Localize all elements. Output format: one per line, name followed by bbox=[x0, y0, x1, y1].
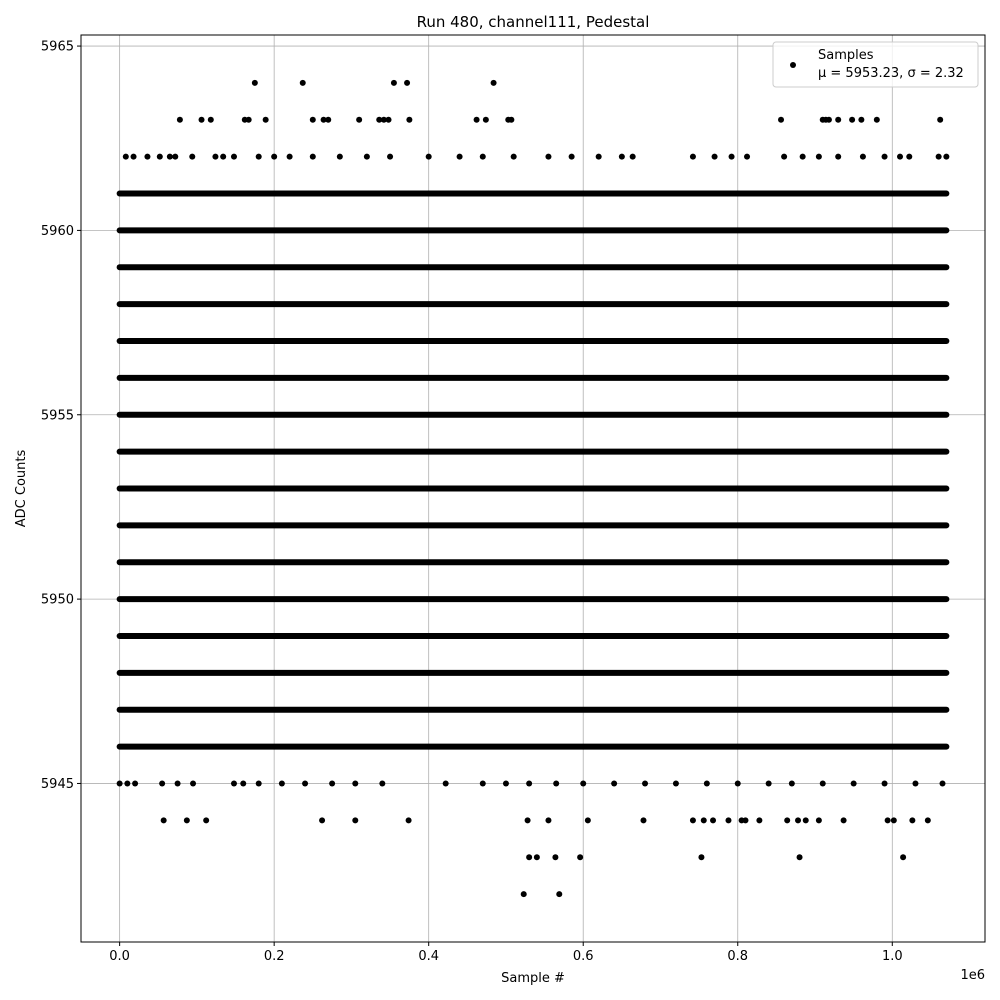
sample-point bbox=[577, 854, 583, 860]
x-tick-label: 1.0 bbox=[881, 949, 903, 964]
sample-point bbox=[936, 154, 942, 160]
sample-point bbox=[511, 154, 517, 160]
sample-point bbox=[778, 117, 784, 123]
sample-point bbox=[860, 154, 866, 160]
sample-point bbox=[175, 780, 181, 786]
sample-point bbox=[246, 117, 252, 123]
sample-point bbox=[352, 817, 358, 823]
y-tick-label: 5955 bbox=[40, 408, 74, 424]
sample-point bbox=[882, 154, 888, 160]
sample-point bbox=[937, 117, 943, 123]
sample-point bbox=[673, 780, 679, 786]
sample-point bbox=[231, 154, 237, 160]
x-tick-label: 0.8 bbox=[727, 949, 749, 964]
sample-point bbox=[725, 817, 731, 823]
sample-point bbox=[364, 154, 370, 160]
sample-point bbox=[491, 80, 497, 86]
sample-point bbox=[271, 154, 277, 160]
sample-point bbox=[279, 780, 285, 786]
sample-point bbox=[525, 817, 531, 823]
sample-point bbox=[925, 817, 931, 823]
y-tick-label: 5945 bbox=[40, 776, 74, 792]
sample-point bbox=[352, 780, 358, 786]
sample-point bbox=[849, 117, 855, 123]
sample-point bbox=[172, 154, 178, 160]
sample-point bbox=[300, 80, 306, 86]
sample-point bbox=[826, 117, 832, 123]
sample-point bbox=[231, 780, 237, 786]
sample-point bbox=[729, 154, 735, 160]
legend bbox=[773, 42, 978, 87]
sample-point bbox=[882, 780, 888, 786]
sample-point bbox=[766, 780, 772, 786]
sample-point bbox=[885, 817, 891, 823]
sample-point bbox=[735, 780, 741, 786]
sample-point bbox=[874, 117, 880, 123]
x-tick-label: 0.2 bbox=[263, 949, 285, 964]
x-tick-label: 0.6 bbox=[572, 949, 594, 964]
x-tick-label: 0.4 bbox=[418, 949, 440, 964]
sample-point bbox=[545, 154, 551, 160]
sample-point bbox=[480, 780, 486, 786]
y-axis-label: ADC Counts bbox=[14, 449, 29, 528]
sample-point bbox=[319, 817, 325, 823]
sample-point bbox=[220, 154, 226, 160]
sample-point bbox=[190, 780, 196, 786]
legend-series-name: Samples bbox=[818, 48, 874, 63]
sample-point bbox=[851, 780, 857, 786]
y-tick-label: 5960 bbox=[40, 223, 74, 239]
sample-point bbox=[386, 117, 392, 123]
x-tick-label: 0.0 bbox=[109, 949, 130, 964]
sample-point bbox=[177, 117, 183, 123]
sample-point bbox=[940, 780, 946, 786]
sample-point bbox=[132, 780, 138, 786]
sample-point bbox=[208, 117, 214, 123]
sample-point bbox=[189, 154, 195, 160]
sample-point bbox=[144, 154, 150, 160]
sample-point bbox=[406, 117, 412, 123]
sample-point bbox=[287, 154, 293, 160]
sample-point bbox=[897, 154, 903, 160]
sample-point bbox=[406, 817, 412, 823]
sample-point bbox=[252, 80, 258, 86]
sample-point bbox=[157, 154, 163, 160]
sample-point bbox=[457, 154, 463, 160]
sample-point bbox=[619, 154, 625, 160]
sample-point bbox=[710, 817, 716, 823]
sample-point bbox=[909, 817, 915, 823]
sample-point bbox=[526, 780, 532, 786]
sample-point bbox=[123, 154, 129, 160]
sample-point bbox=[404, 80, 410, 86]
sample-point bbox=[820, 780, 826, 786]
sample-point bbox=[642, 780, 648, 786]
sample-point bbox=[803, 817, 809, 823]
sample-point bbox=[167, 154, 173, 160]
sample-point bbox=[379, 780, 385, 786]
x-axis-label: Sample # bbox=[501, 971, 565, 986]
sample-point bbox=[912, 780, 918, 786]
legend-series-stats: μ = 5953.23, σ = 2.32 bbox=[818, 66, 964, 81]
sample-point bbox=[325, 117, 331, 123]
sample-point bbox=[526, 854, 532, 860]
sample-point bbox=[690, 154, 696, 160]
sample-point bbox=[835, 117, 841, 123]
sample-point bbox=[474, 117, 480, 123]
sample-point bbox=[800, 154, 806, 160]
sample-point bbox=[698, 854, 704, 860]
sample-point bbox=[816, 154, 822, 160]
sample-point bbox=[704, 780, 710, 786]
sample-point bbox=[906, 154, 912, 160]
sample-point bbox=[630, 154, 636, 160]
sample-point bbox=[256, 780, 262, 786]
sample-point bbox=[742, 817, 748, 823]
sample-point bbox=[545, 817, 551, 823]
sample-point bbox=[263, 117, 269, 123]
sample-point bbox=[184, 817, 190, 823]
sample-point bbox=[391, 80, 397, 86]
sample-point bbox=[302, 780, 308, 786]
sample-point bbox=[508, 117, 514, 123]
sample-point bbox=[690, 817, 696, 823]
sample-point bbox=[580, 780, 586, 786]
y-tick-label: 5965 bbox=[40, 39, 74, 55]
sample-point bbox=[795, 817, 801, 823]
sample-point bbox=[556, 891, 562, 897]
sample-point bbox=[387, 154, 393, 160]
sample-point bbox=[569, 154, 575, 160]
sample-point bbox=[900, 854, 906, 860]
sample-point bbox=[159, 780, 165, 786]
sample-point bbox=[816, 817, 822, 823]
sample-point bbox=[240, 780, 246, 786]
sample-point bbox=[337, 154, 343, 160]
sample-point bbox=[212, 154, 218, 160]
sample-point bbox=[199, 117, 205, 123]
y-tick-label: 5950 bbox=[40, 592, 74, 608]
sample-point bbox=[534, 854, 540, 860]
sample-point bbox=[712, 154, 718, 160]
sample-point bbox=[640, 817, 646, 823]
sample-point bbox=[781, 154, 787, 160]
sample-point bbox=[124, 780, 130, 786]
sample-point bbox=[797, 854, 803, 860]
sample-point bbox=[521, 891, 527, 897]
sample-point bbox=[131, 154, 137, 160]
sample-point bbox=[552, 854, 558, 860]
sample-point bbox=[256, 154, 262, 160]
chart-title: Run 480, channel111, Pedestal bbox=[416, 13, 650, 31]
sample-point bbox=[585, 817, 591, 823]
sample-point bbox=[117, 780, 123, 786]
sample-point bbox=[426, 154, 432, 160]
sample-point bbox=[553, 780, 559, 786]
sample-point bbox=[596, 154, 602, 160]
sample-point bbox=[310, 154, 316, 160]
sample-point bbox=[789, 780, 795, 786]
legend-marker bbox=[790, 62, 796, 68]
sample-point bbox=[356, 117, 362, 123]
sample-point bbox=[858, 117, 864, 123]
sample-point bbox=[480, 154, 486, 160]
sample-point bbox=[701, 817, 707, 823]
sample-point bbox=[943, 154, 949, 160]
sample-point bbox=[784, 817, 790, 823]
sample-point bbox=[891, 817, 897, 823]
sample-point bbox=[203, 817, 209, 823]
sample-point bbox=[744, 154, 750, 160]
sample-point bbox=[161, 817, 167, 823]
sample-point bbox=[310, 117, 316, 123]
sample-point bbox=[835, 154, 841, 160]
sample-point bbox=[503, 780, 509, 786]
sample-point bbox=[841, 817, 847, 823]
sample-point bbox=[443, 780, 449, 786]
sample-point bbox=[483, 117, 489, 123]
sample-point bbox=[329, 780, 335, 786]
x-axis-offset-label: 1e6 bbox=[960, 968, 985, 983]
sample-point bbox=[611, 780, 617, 786]
sample-point bbox=[756, 817, 762, 823]
